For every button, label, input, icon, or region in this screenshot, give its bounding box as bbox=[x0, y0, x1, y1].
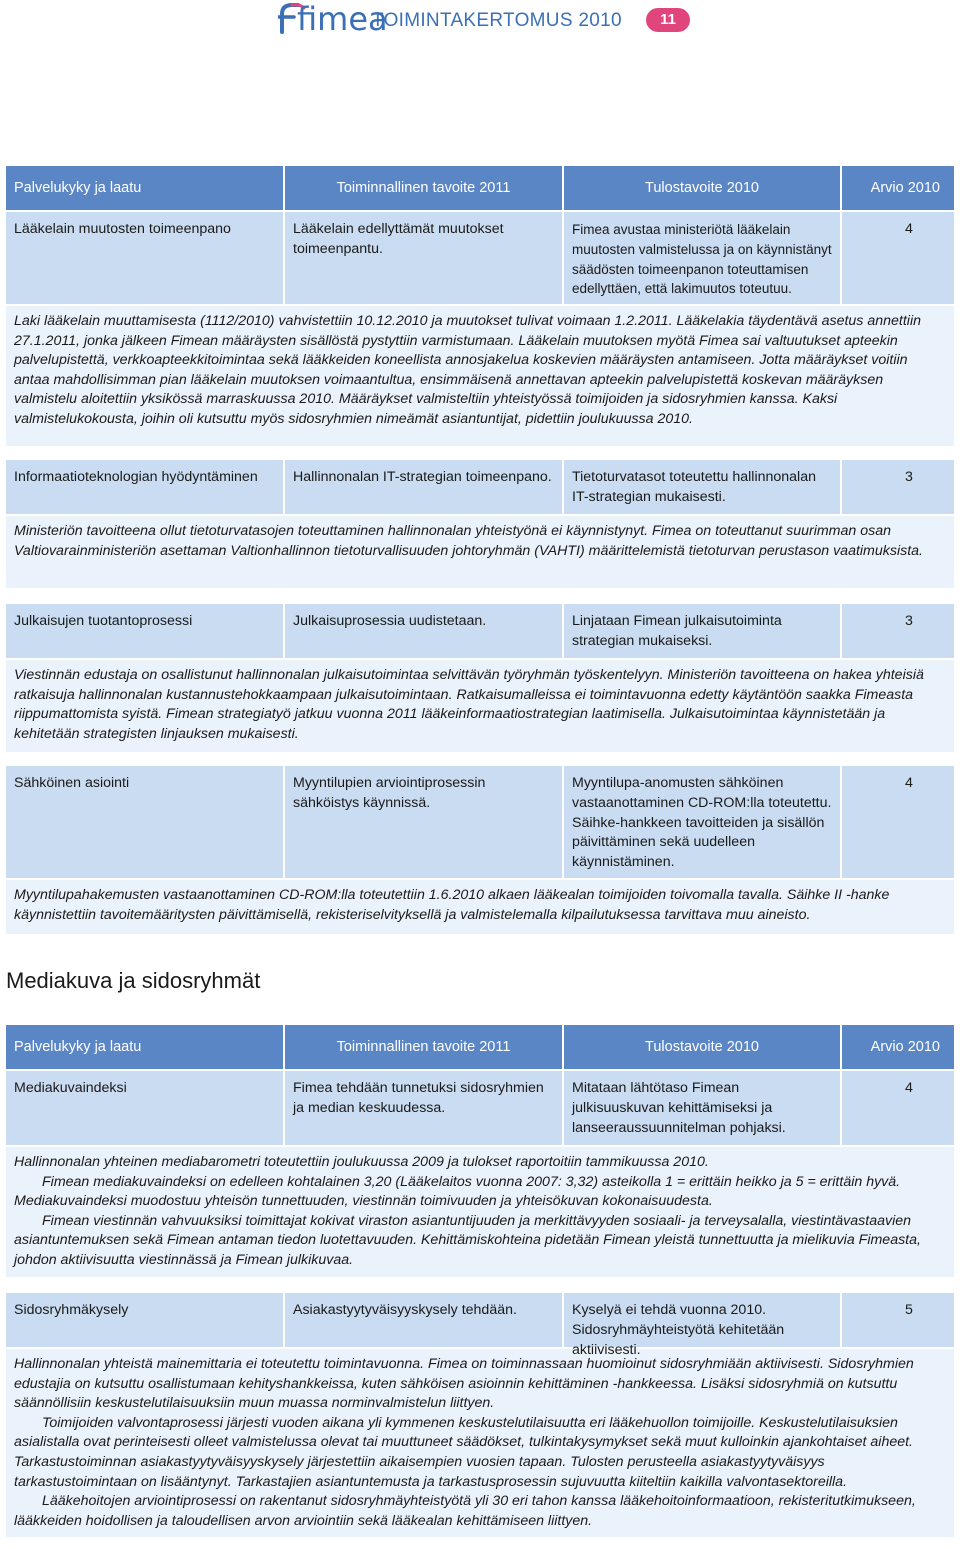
column-header: Toiminnallinen tavoite 2011 bbox=[285, 166, 564, 210]
cell-rating: 4 bbox=[905, 1080, 913, 1096]
goals-table-2 bbox=[6, 1025, 954, 1537]
column-header: Toiminnallinen tavoite 2011 bbox=[285, 1025, 564, 1069]
row-note bbox=[6, 1347, 954, 1537]
cell-target: Kyselyä ei tehdä vuonna 2010. Sidosryhmäyhteistyötä kehitetään aktiivisesti. bbox=[564, 1293, 842, 1347]
cell-topic: Informaatioteknologian hyödyntäminen bbox=[6, 460, 285, 514]
note-text: Fimean viestinnän vahvuuksiksi toimittajat kokivat viraston asiantuntijuuden ja merkittävyyden sosiaali- ja terveysalalla, viestintävastaavien asiantuntemuksen sekä Fimean antaman tiedon luotettavuuden. Kehittämiskohteina pidetään Fimean yleistä tunnettuutta ja mielikuvia Fimeasta, johdon aktiivisuutta viestinnässä ja Fimean julkikuvaa. bbox=[14, 1212, 921, 1268]
cell-rating: 3 bbox=[905, 613, 913, 629]
cell-topic: Mediakuvaindeksi bbox=[6, 1071, 285, 1145]
cell-topic: Julkaisujen tuotantoprosessi bbox=[6, 604, 285, 658]
row-note bbox=[6, 304, 954, 446]
cell-target: Mitataan lähtötaso Fimean julkisuuskuvan kehittämiseksi ja lanseeraussuunnitelman pohjaksi. bbox=[564, 1071, 842, 1145]
column-header: Arvio 2010 bbox=[870, 180, 940, 196]
page-header bbox=[0, 0, 960, 44]
note-text: Toimijoiden valvontaprosessi järjesti vuoden aikana yli kymmenen keskustelutilaisuutta eri lääkehuollon toimijoille. Keskustelutilaisuksien asialistalla ovat perinteisesti olleet valmistelussa olevat tai muuttuneet säädökset, tulkintakysymykset sekä muut kulloinkin ajankohtaiset aiheet. Tarkastustoiminnan asiakastyytyväisyyskysely järjestettiin aikaisempien vuosien tapaan. Tulosten perusteella asiakastyytyväisyys tarkastustoimintaan on lisääntynyt. Tarkastajien asiantuntemusta ja tarkastusprosessin sujuvuutta kiiteltiin kaikilla valvontasektoreilla. bbox=[14, 1414, 914, 1490]
note-text: Hallinnonalan yhteistä mainemittaria ei toteutettu toimintavuonna. Fimea on toiminnassaan huomioinut sidosryhmiään aktiivisesti. Sidosryhmien edustajia on kutsuttu osallistumaan kehityshankkeissa, kuten sähköisen asioinnin kehittäminen -hankkeessa. Lisäksi sidosryhmiä on kutsuttu säännöllisiin keskustelutilaisuuksiin muun muassa norminvalmistelun liittyen. bbox=[14, 1356, 914, 1412]
goals-table-1 bbox=[6, 166, 954, 934]
row-note bbox=[6, 878, 954, 934]
table-row bbox=[6, 210, 954, 304]
page-number-badge: 11 bbox=[646, 8, 690, 32]
cell-rating: 3 bbox=[905, 469, 913, 485]
document-title: TOIMINTAKERTOMUS 2010 bbox=[372, 10, 622, 31]
cell-goal: Asiakastyytyväisyyskysely tehdään. bbox=[285, 1293, 564, 1347]
spacer bbox=[6, 446, 954, 458]
column-header: Palvelukyky ja laatu bbox=[6, 1025, 285, 1069]
note-text: Laki lääkelain muuttamisesta (1112/2010) vahvistettiin 10.12.2010 ja muutokset tulivat voimaan 1.2.2011. Lääkelakia täydentävä asetus annettiin 27.1.2011, jonka jälkeen Fimean määräysten sisällöstä pystyttiin varmistumaan. Lääkelain muutoksen myötä Fimea sai valtuutukset apteekin palvelupistettä, verkkoapteekkitoimintaa sekä lääkkeiden koneellista annosjakelua koskevien määräysten antamiseen. Jotta määräykset voitiin antaa mahdollisimman pian lääkelain muutoksen voimaantultua, ensimmäisenä annettavan apteekin palvelupistettä koskevan määräyksen valmistelu aloitettiin yksikössä marraskuussa 2010. Määräykset valmisteltiin yhteistyössä toimijoiden ja sidosryhmien kanssa. Kaksi valmistelukokousta, joihin oli kutsuttu myös sidosryhmien nimeämät asiantuntijat, pidettiin joulukuussa 2010. bbox=[14, 313, 921, 427]
cell-topic: Sidosryhmäkysely bbox=[6, 1293, 285, 1347]
table-header bbox=[6, 166, 954, 210]
cell-target: Fimea avustaa ministeriötä lääkelain muutosten valmistelussa ja on käynnistänyt säädösten toimeenpanon toteuttamisen edellyttäen, että lakimuutos toteutuu. bbox=[564, 212, 842, 304]
row-note bbox=[6, 1145, 954, 1277]
table-row bbox=[6, 458, 954, 514]
cell-target: Linjataan Fimean julkaisutoiminta strategian mukaiseksi. bbox=[564, 604, 842, 658]
cell-goal: Julkaisuprosessia uudistetaan. bbox=[285, 604, 564, 658]
table-row bbox=[6, 1069, 954, 1145]
row-note bbox=[6, 658, 954, 752]
column-header: Tulostavoite 2010 bbox=[564, 1025, 842, 1069]
cell-target: Tietoturvatasot toteutettu hallinnonalan IT-strategian mukaisesti. bbox=[564, 460, 842, 514]
cell-topic: Lääkelain muutosten toimeenpano bbox=[6, 212, 285, 304]
column-header: Arvio 2010 bbox=[870, 1039, 940, 1055]
cell-rating: 5 bbox=[905, 1302, 913, 1318]
cell-topic: Sähköinen asiointi bbox=[6, 766, 285, 878]
note-text: Viestinnän edustaja on osallistunut hallinnonalan julkaisutoimintaa selvittävän työryhmän työskentelyyn. Ministeriön tavoitteena on hakea yhteisiä ratkaisuja hallinnonalan kustannustehokkaampaan julkaisutoimintaan. Ratkaisumalleissa ei toimintavuonna edetty käytäntöön saakka Fimeasta riippumattomista syistä. Fimean strategiatyö jatkuu vuonna 2011 lääkeinformaatiostrategian laatimisella. Julkaisutoimintaa käynnistetään ja kehitetään strategisten linjauksen mukaisesti. bbox=[14, 667, 924, 742]
note-text: Fimean mediakuvaindeksi on edelleen kohtalainen 3,20 (Lääkelaitos vuonna 2007: 3,32) asteikolla 1 = erittäin heikko ja 5 = erittäin hyvä. Mediakuvaindeksi muodostuu yhteisön tunnettuuden, viestinnän toimivuuden ja yhteisökuvan kokonaisuudesta. bbox=[14, 1173, 901, 1210]
note-text: Ministeriön tavoitteena ollut tietoturvatasojen toteuttaminen hallinnonalan yhteistyönä ei käynnistynyt. Fimea on toteuttanut suurimman osan Valtiovarainministeriön asettaman Valtionhallinnon tietoturvallisuuden johtoryhmän (VAHTI) määrittelemistä tietoturvan perustason vaatimuksista. bbox=[14, 523, 923, 559]
table-row bbox=[6, 764, 954, 878]
cell-target: Myyntilupa-anomusten sähköinen vastaanottaminen CD-ROM:lla toteutettu. Säihke-hankkeen tavoitteiden ja sisällön päivittäminen sekä uudelleen käynnistäminen. bbox=[564, 766, 842, 878]
note-text: Myyntilupahakemusten vastaanottaminen CD-ROM:lla toteutettiin 1.6.2010 alkaen lääkealan toimijoiden toivomalla tavalla. Säihke II -hanke käynnistettiin tavoitemääritysten päivittämisellä, rekisteriselvityksellä ja valmistelemalla kilpailutuksessa tarvittava muu aineisto. bbox=[14, 887, 890, 923]
cell-goal: Lääkelain edellyttämät muutokset toimeenpantu. bbox=[285, 212, 564, 304]
cell-goal: Myyntilupien arviointiprosessin sähköistys käynnissä. bbox=[285, 766, 564, 878]
cell-rating: 4 bbox=[905, 221, 913, 237]
table-row bbox=[6, 602, 954, 658]
section-title: Mediakuva ja sidosryhmät bbox=[6, 968, 261, 993]
note-text: Hallinnonalan yhteinen mediabarometri toteutettiin joulukuussa 2009 ja tulokset raportoitiin tammikuussa 2010. bbox=[14, 1154, 709, 1170]
spacer bbox=[6, 752, 954, 764]
logo-wordmark: fimea bbox=[297, 0, 388, 38]
spacer bbox=[6, 588, 954, 602]
column-header: Palvelukyky ja laatu bbox=[6, 166, 285, 210]
cell-rating: 4 bbox=[905, 775, 913, 791]
note-text: Lääkehoitojen arviointiprosessi on rakentanut sidosryhmäyhteistyötä yli 30 eri tahon kanssa lääkehoitoinformaatioon, rekisteritutkimukseen, lääkkeiden hoidollisen ja taloudellisen arvon arviointiin sekä lääkealan kehittämiseen liittyen. bbox=[14, 1493, 916, 1529]
row-note bbox=[6, 514, 954, 588]
cell-goal: Fimea tehdään tunnetuksi sidosryhmien ja median keskuudessa. bbox=[285, 1071, 564, 1145]
table-row bbox=[6, 1291, 954, 1358]
column-header: Tulostavoite 2010 bbox=[564, 166, 842, 210]
spacer bbox=[6, 1277, 954, 1291]
cell-goal: Hallinnonalan IT-strategian toimeenpano. bbox=[285, 460, 564, 514]
table-header bbox=[6, 1025, 954, 1069]
